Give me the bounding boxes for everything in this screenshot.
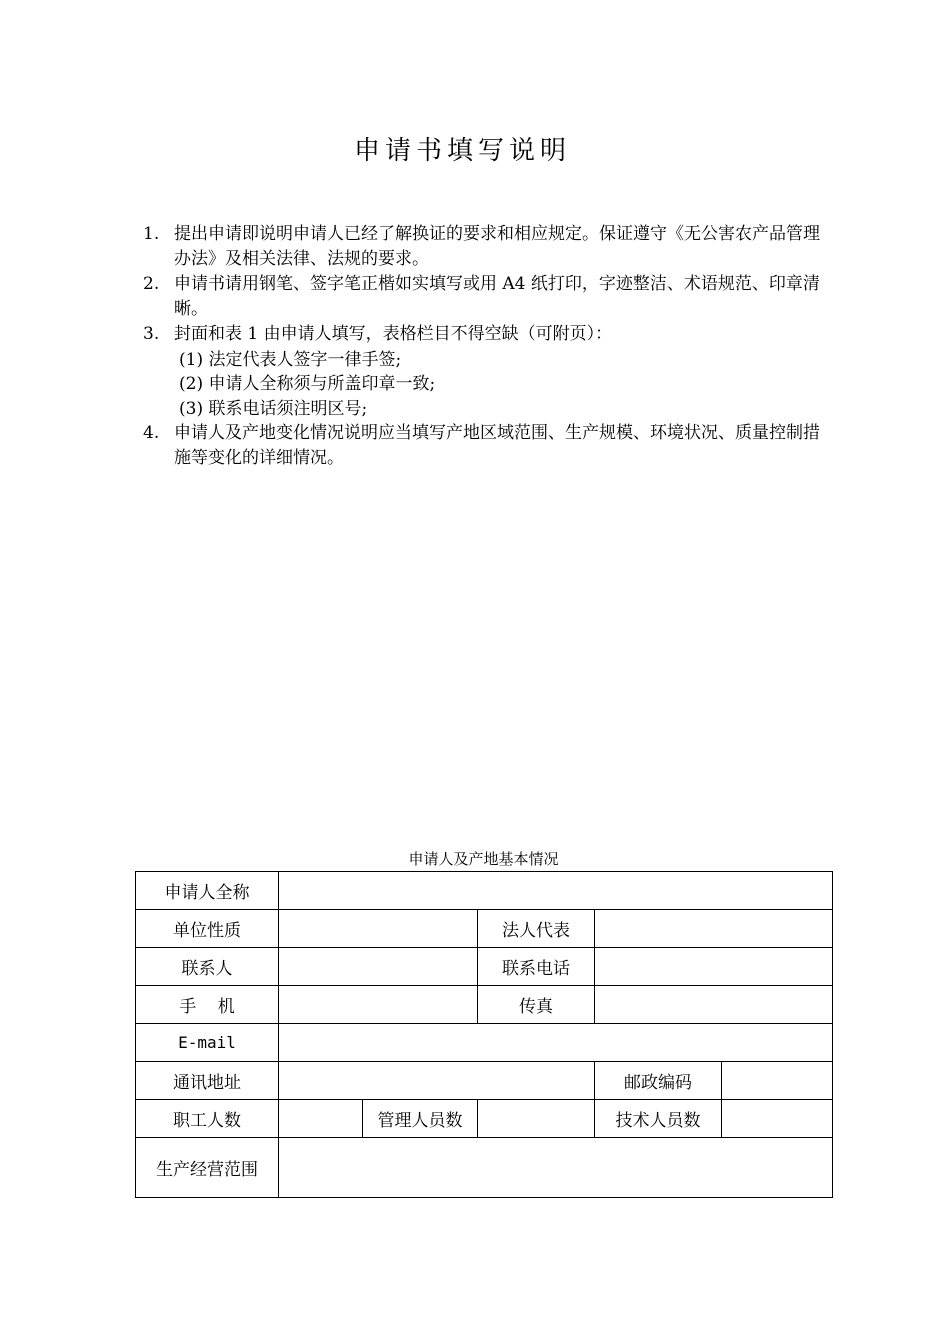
- mobile-field[interactable]: [279, 986, 478, 1024]
- fax-label: 传真: [478, 986, 595, 1024]
- managers-label: 管理人员数: [363, 1100, 478, 1138]
- address-field[interactable]: [279, 1062, 595, 1100]
- legal-rep-field[interactable]: [595, 910, 833, 948]
- table-row: [136, 948, 833, 986]
- table-row: [136, 1138, 833, 1198]
- contact-phone-label: 联系电话: [478, 948, 595, 986]
- unit-nature-label: 单位性质: [136, 910, 279, 948]
- postal-code-field[interactable]: [722, 1062, 833, 1100]
- contact-phone-field[interactable]: [595, 948, 833, 986]
- business-scope-label: 生产经营范围: [136, 1138, 279, 1198]
- table-row: [136, 872, 833, 910]
- applicant-info-table: [135, 871, 833, 1198]
- item-text: 申请人及产地变化情况说明应当填写产地区域范围、生产规模、环境状况、质量控制措施等变化的详细情况。: [174, 423, 820, 468]
- table-row: [136, 1100, 833, 1138]
- legal-rep-label: 法人代表: [478, 910, 595, 948]
- contact-person-field[interactable]: [279, 948, 478, 986]
- sub-item: (2) 申请人全称须与所盖印章一致;: [179, 374, 436, 394]
- instruction-item: [143, 222, 833, 271]
- table-row: [136, 910, 833, 948]
- item-text: 封面和表 1 由申请人填写，表格栏目不得空缺（可附页）：: [174, 324, 613, 344]
- business-scope-field[interactable]: [279, 1138, 833, 1198]
- employees-field[interactable]: [279, 1100, 363, 1138]
- instructions-list: [143, 222, 833, 471]
- instruction-item: [143, 272, 833, 321]
- table-row: [136, 986, 833, 1024]
- instruction-item: [143, 421, 833, 470]
- managers-field[interactable]: [478, 1100, 595, 1138]
- employees-label: 职工人数: [136, 1100, 279, 1138]
- item-text: 提出申请即说明申请人已经了解换证的要求和相应规定。保证遵守《无公害农产品管理办法》及相关法律、法规的要求。: [174, 224, 820, 269]
- item-number: 1.: [143, 224, 160, 244]
- table-row: [136, 1062, 833, 1100]
- unit-nature-field[interactable]: [279, 910, 478, 948]
- contact-person-label: 联系人: [136, 948, 279, 986]
- email-label: E-mail: [136, 1024, 279, 1062]
- mobile-label: 手 机: [136, 986, 279, 1024]
- applicant-name-label: 申请人全称: [136, 872, 279, 910]
- technicians-label: 技术人员数: [595, 1100, 722, 1138]
- sub-item: (3) 联系电话须注明区号;: [179, 398, 368, 419]
- address-label: 通讯地址: [136, 1062, 279, 1100]
- table-row: [136, 1024, 833, 1062]
- page-title: 申请书填写说明: [353, 136, 571, 166]
- fax-field[interactable]: [595, 986, 833, 1024]
- technicians-field[interactable]: [722, 1100, 833, 1138]
- email-field[interactable]: [279, 1024, 833, 1062]
- item-text: 申请书请用钢笔、签字笔正楷如实填写或用 A4 纸打印，字迹整洁、术语规范、印章清晰。: [174, 274, 820, 319]
- instruction-item: [143, 322, 833, 347]
- item-number: 3.: [143, 324, 160, 344]
- applicant-name-field[interactable]: [279, 872, 833, 910]
- postal-code-label: 邮政编码: [595, 1062, 722, 1100]
- table-caption: 申请人及产地基本情况: [408, 850, 559, 868]
- sub-item: (1) 法定代表人签字一律手签;: [179, 349, 402, 370]
- item-number: 2.: [143, 274, 160, 294]
- item-number: 4.: [143, 423, 160, 443]
